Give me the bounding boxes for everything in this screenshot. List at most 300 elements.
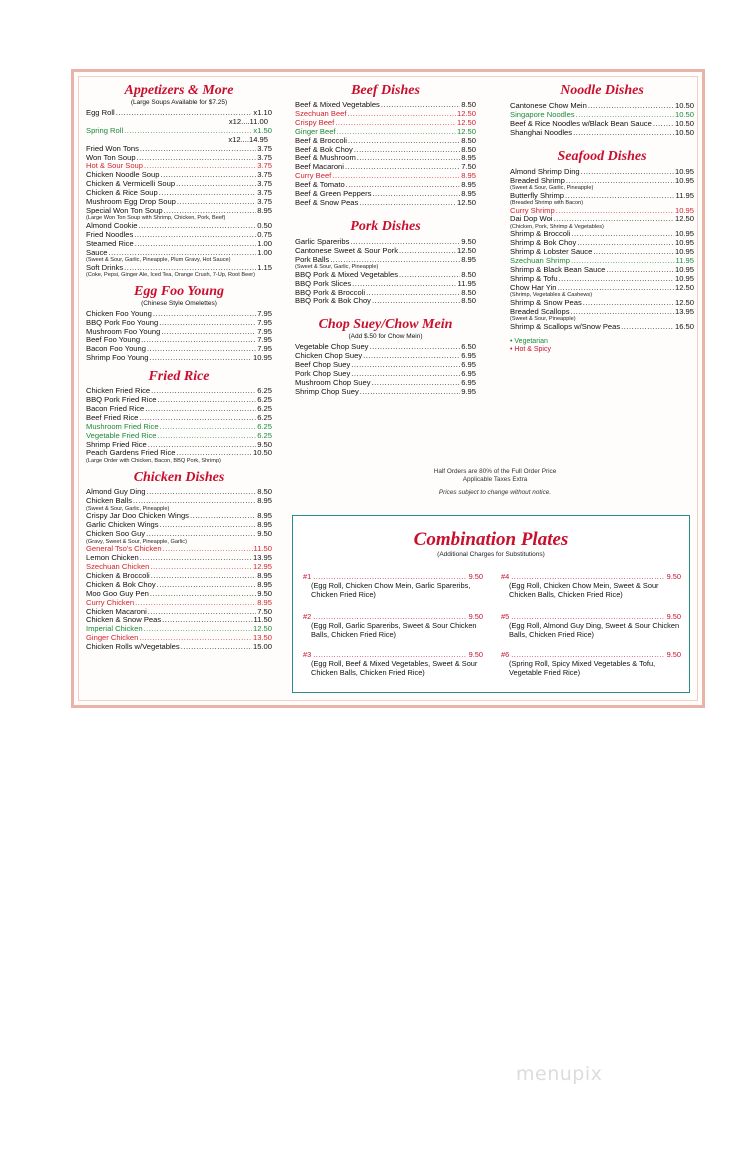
menu-item-price: 8.50 [461, 100, 476, 109]
menu-item-price: 10.50 [252, 448, 272, 458]
menu-item-price: 12.50 [456, 245, 476, 255]
noodle-title: Noodle Dishes [560, 83, 644, 98]
menu-item [86, 643, 272, 652]
dot-leader [556, 207, 674, 216]
menu-item-price: 12.50 [674, 282, 694, 292]
menu-item-name: Shrimp & Bok Choy [510, 238, 577, 248]
menu-item-name: Beef & Broccoli [295, 135, 347, 145]
dot-leader [157, 581, 257, 590]
combo-plate [303, 650, 483, 677]
combo-plate-description: (Egg Roll, Chicken Chow Mein, Garlic Spareribs, Chicken Fried Rice) [311, 581, 471, 599]
menu-item-price: 7.95 [257, 308, 272, 318]
menu-item [295, 199, 476, 208]
menu-item-name: Szechuan Beef [295, 108, 347, 118]
menu-item-price: 8.50 [461, 296, 476, 306]
dot-leader [160, 423, 257, 432]
dot-leader [359, 199, 456, 208]
dot-leader [151, 572, 256, 581]
dot-leader [159, 319, 256, 328]
legend-vegetarian: • Vegetarian [510, 337, 548, 345]
menu-item-price: 10.95 [674, 273, 694, 283]
menu-item [86, 530, 272, 539]
chop-suey-list [295, 343, 476, 396]
menu-item-price: 8.95 [257, 511, 272, 521]
combo-plate [303, 572, 483, 599]
menu-item-name: Shrimp & Broccoli [510, 229, 571, 239]
menu-item-name: Chicken & Snow Peas [86, 615, 162, 625]
appetizers-title: Appetizers & More [124, 83, 234, 98]
menu-item-name: Shrimp & Black Bean Sauce [510, 265, 606, 275]
menu-item-note: (Coke, Pepsi, Ginger Ale, Iced Tea, Orange Crush, 7-Up, Root Beer) [86, 272, 256, 279]
menu-item-price: 10.95 [674, 175, 694, 185]
menu-item-name: Chicken & Broccoli [86, 570, 150, 580]
menu-item-extra-price: x12....11.00 [228, 116, 268, 126]
menu-item-price: 8.95 [461, 180, 476, 190]
menu-item-name: Almond Cookie [86, 220, 138, 230]
menu-item-name: Singapore Noodles [510, 109, 575, 119]
dot-leader [190, 512, 256, 521]
menu-item-price: 7.50 [461, 162, 476, 172]
menu-item [86, 240, 272, 249]
dot-leader [135, 240, 257, 249]
menu-item-price: 11.95 [675, 190, 694, 200]
menu-item-note: (Sweet & Sour, Garlic, Pineapple) [510, 184, 594, 191]
menu-item-price: 12.50 [456, 197, 476, 207]
menu-item-name: Beef Fried Rice [86, 412, 139, 422]
combo-plate-header [501, 612, 681, 621]
combo-plate-number: #1 [303, 572, 312, 581]
menu-item-price: 11.50 [253, 615, 272, 625]
menu-item-price: 9.50 [257, 588, 272, 598]
menu-item-name: Chicken Rolls w/Vegetables [86, 642, 180, 652]
menu-item-name: BBQ Pork & Bok Choy [295, 296, 371, 306]
menu-item-price: 10.95 [674, 247, 694, 257]
menu-item-price: 6.25 [257, 421, 272, 431]
combination-plates-box [292, 515, 690, 693]
menu-item-name: Mushroom Chop Suey [295, 377, 371, 387]
menu-item-name: Crispy Beef [295, 117, 335, 127]
combo-plate-number: #3 [303, 650, 312, 659]
combo-plate [303, 612, 483, 639]
combo-plate-description: (Egg Roll, Chicken Chow Mein, Sweet & Sour Chicken Balls, Chicken Fried Rice) [509, 581, 659, 599]
fried-rice-title: Fried Rice [148, 369, 210, 385]
menu-item-price: 6.25 [257, 430, 272, 440]
menu-item-note: (Shrimp, Vegetables & Cashews) [510, 292, 593, 299]
dot-leader [351, 361, 460, 370]
menu-item-price: 9.50 [257, 439, 272, 449]
menu-item-name: Beef Macaroni [295, 162, 344, 172]
menu-item-name: Almond Guy Ding [86, 487, 146, 497]
egg-foo-young-list [86, 310, 272, 363]
menu-item-name: Mushroom Fried Rice [86, 421, 159, 431]
dot-leader [571, 230, 674, 239]
menu-item-price: 9.95 [461, 386, 476, 396]
menu-item-name: Shrimp & Scallops w/Snow Peas [510, 321, 621, 331]
menu-item-note: (Large Order with Chicken, Bacon, BBQ Pork, Shrimp) [86, 457, 221, 464]
menu-item-price: 6.95 [461, 369, 476, 379]
combo-plate [501, 650, 681, 677]
combo-plate-description: (Spring Roll, Spicy Mixed Vegetables & Tofu, Vegetable Fried Rice) [509, 659, 656, 677]
menu-item-price: 3.75 [257, 188, 272, 198]
dot-leader [399, 271, 460, 280]
menu-item-name: Crispy Jar Doo Chicken Wings [86, 511, 189, 521]
dot-leader [137, 154, 257, 163]
menu-item-price: 6.95 [461, 377, 476, 387]
menu-item-price: 12.95 [252, 562, 272, 571]
dot-leader [146, 530, 256, 539]
menu-item-price: 9.50 [461, 236, 476, 246]
combination-subtitle: (Additional Charges for Substitutions) [437, 551, 545, 558]
menu-item-name: Special Won Ton Soup [86, 205, 163, 215]
dot-leader [177, 198, 256, 207]
menu-item-price: 8.95 [257, 597, 272, 607]
dot-leader [144, 162, 256, 171]
menu-item [86, 354, 272, 363]
dot-leader [653, 120, 674, 129]
menu-item-price: 10.95 [252, 353, 272, 363]
dot-leader [372, 297, 460, 306]
menu-item-price: 6.25 [257, 386, 272, 396]
menu-item-price: 8.95 [461, 171, 476, 181]
menu-item-name: Vegetable Chop Suey [295, 342, 369, 352]
menu-item-price: 12.50 [456, 126, 476, 136]
combo-plate-number: #2 [303, 612, 312, 621]
dot-leader [511, 612, 664, 621]
menu-item-name: Ginger Chicken [86, 633, 139, 643]
menu-item-name: Chicken & Vermicelli Soup [86, 179, 176, 189]
menu-item-name: Fried Won Tons [86, 143, 139, 153]
combo-plate-price: 9.50 [468, 650, 483, 659]
menu-item [510, 129, 694, 138]
menu-item-name: Shrimp Foo Young [86, 353, 149, 363]
menu-item [86, 497, 272, 506]
menu-item-name: Dai Dop Woi [510, 214, 553, 224]
dot-leader [363, 352, 460, 361]
dot-leader [337, 128, 456, 137]
dot-leader [360, 388, 460, 397]
combo-plate-price: 9.50 [666, 650, 681, 659]
menu-item-name: Chicken Foo Young [86, 308, 152, 318]
dot-leader [348, 110, 456, 119]
menu-item-price: 3.75 [257, 143, 272, 153]
menu-item-price: 8.95 [257, 496, 272, 506]
menu-item-name: Shrimp Chop Suey [295, 386, 359, 396]
menu-item-name: Mushroom Egg Drop Soup [86, 197, 176, 207]
menu-item-name: Bacon Fried Rice [86, 403, 145, 413]
menu-item-name: Shrimp Fried Rice [86, 439, 147, 449]
menu-item-name: Ginger Beef [295, 126, 336, 136]
menu-item-price: 10.50 [674, 101, 694, 110]
dot-leader [313, 572, 466, 581]
menu-item-price: 13.50 [252, 633, 272, 643]
combo-plate-number: #4 [501, 572, 510, 581]
menu-item-name: Shrimp & Tofu [510, 273, 558, 283]
chicken-list [86, 488, 272, 652]
dot-leader [357, 154, 460, 163]
dot-leader [511, 572, 664, 581]
taxes-note: Applicable Taxes Extra [462, 476, 528, 483]
menu-item-price: 3.75 [257, 179, 272, 189]
menu-item-name: Cantonese Sweet & Sour Pork [295, 245, 398, 255]
menu-item-name: Won Ton Soup [86, 152, 136, 162]
menu-item-price: 1.15 [257, 262, 272, 272]
menu-item [510, 323, 694, 332]
menu-item-price: 12.50 [252, 624, 272, 634]
menu-item-price: 10.50 [674, 118, 694, 128]
dot-leader [141, 336, 256, 345]
dot-leader [158, 432, 257, 441]
menu-item-name: Breaded Scallops [510, 306, 570, 316]
menu-item-price: 16.50 [674, 321, 694, 331]
dot-leader [372, 190, 460, 199]
menu-item-note: (Sweet & Sour, Garlic, Pineapple) [295, 264, 379, 271]
dot-leader [151, 387, 256, 396]
menu-item-price: 10.50 [674, 127, 694, 137]
menu-item-note: (Large Won Ton Soup with Shrimp, Chicken, Pork, Beef) [86, 215, 226, 222]
menu-item [295, 297, 476, 306]
dot-leader [313, 612, 466, 621]
menu-item-name: Breaded Shrimp [510, 175, 565, 185]
menu-item-name: Curry Chicken [86, 597, 135, 607]
menu-item-name: Chicken Fried Rice [86, 386, 151, 396]
legend [510, 338, 694, 355]
menu-item-price: 12.50 [674, 214, 694, 224]
menu-item-price: 6.25 [257, 403, 272, 413]
dot-leader [163, 545, 253, 554]
menu-item-price: 6.95 [461, 351, 476, 361]
dot-leader [588, 102, 674, 111]
dot-leader [150, 563, 252, 572]
menu-item-note: (Breaded Shrimp with Bacon) [510, 199, 584, 206]
column-middle [295, 82, 476, 397]
dot-leader [593, 248, 674, 257]
menu-item-price: 8.95 [461, 153, 476, 163]
dot-leader [133, 497, 256, 506]
dot-leader [348, 137, 460, 146]
pork-title: Pork Dishes [350, 218, 421, 234]
menu-item-note: (Gravy, Sweet & Sour, Pineapple, Garlic) [86, 538, 187, 545]
menu-item-name: Chow Har Yin [510, 282, 557, 292]
menu-item-name: Beef & Mixed Vegetables [295, 100, 380, 109]
menu-item-price: 7.95 [257, 317, 272, 327]
menu-item-name: Szechuan Chicken [86, 562, 150, 571]
menu-item-price: 15.00 [252, 642, 272, 652]
dot-leader [147, 488, 257, 497]
menu-item-name: Chicken & Bok Choy [86, 579, 156, 589]
menu-item-name: Chicken Macaroni [86, 606, 147, 616]
menu-item-price: 7.95 [257, 344, 272, 354]
menu-item-name: Peach Gardens Fried Rice [86, 448, 176, 458]
menu-item-name: Chicken Balls [86, 496, 133, 506]
half-orders-note: Half Orders are 80% of the Full Order Price [433, 468, 557, 475]
combo-plate-price: 9.50 [468, 572, 483, 581]
dot-leader [140, 145, 256, 154]
dot-leader [150, 590, 256, 599]
egg-foo-young-subtitle: (Chinese Style Omelettes) [141, 299, 217, 307]
menu-item-name: Chicken Noodle Soup [86, 170, 160, 180]
menu-item-price: 8.50 [461, 144, 476, 154]
menu-item-price: 10.95 [674, 238, 694, 248]
menu-item-price: 0.50 [257, 220, 272, 230]
chop-suey-subtitle: (Add $.50 for Chow Mein) [348, 333, 423, 341]
dot-leader [621, 323, 674, 332]
menu-item-name: Vegetable Fried Rice [86, 430, 157, 440]
combo-plate-header [303, 650, 483, 659]
combo-plate-price: 9.50 [666, 572, 681, 581]
menu-item-price: x1.10 [253, 108, 272, 117]
menu-item-name: Pork Chop Suey [295, 369, 351, 379]
menu-item-name: Beef & Green Peppers [295, 189, 372, 199]
menu-item-name: Szechuan Shrimp [510, 256, 570, 266]
combination-title: Combination Plates [413, 529, 569, 550]
dot-leader [581, 168, 674, 177]
menu-item-name: Chicken Soo Guy [86, 529, 146, 539]
dot-leader [583, 299, 674, 308]
combo-plate-description: (Egg Roll, Almond Guy Ding, Sweet & Sour Chicken Balls, Chicken Fried Rice) [509, 621, 680, 639]
menu-item-name: Butterfly Shrimp [510, 190, 565, 200]
menu-item-price: 12.50 [674, 297, 694, 307]
dot-leader [149, 354, 252, 363]
noodle-list [510, 102, 694, 138]
menu-item-name: BBQ Pork Slices [295, 278, 352, 288]
menu-item-price: 11.95 [675, 256, 694, 266]
dot-leader [381, 101, 460, 110]
dot-leader [162, 616, 252, 625]
menu-item-price: 12.50 [456, 117, 476, 127]
combo-plate-header [501, 650, 681, 659]
menu-item-price: 1.00 [257, 238, 272, 248]
menu-item-price: 10.95 [674, 205, 694, 215]
column-right [510, 82, 694, 355]
seafood-list [510, 168, 694, 332]
dot-leader [573, 129, 674, 138]
dot-leader [161, 328, 256, 337]
dot-leader [399, 247, 456, 256]
dot-leader [369, 343, 460, 352]
menu-item-name: Bacon Foo Young [86, 344, 146, 354]
menu-item-price: 1.00 [257, 247, 272, 257]
prices-note: Prices subject to change without notice. [438, 489, 552, 496]
menu-item-name: Beef & Mushroom [295, 153, 356, 163]
combo-plate-header [303, 612, 483, 621]
menu-item-price: 11.95 [457, 278, 476, 288]
menu-item-name: Shanghai Noodles [510, 127, 573, 137]
appetizers-subtitle: (Large Soups Available for $7.25) [130, 99, 228, 106]
menu-item-name: Mushroom Foo Young [86, 326, 161, 336]
dot-leader [157, 396, 256, 405]
dot-leader [335, 119, 456, 128]
combo-plate-header [303, 572, 483, 581]
dot-leader [148, 608, 256, 617]
dot-leader [511, 650, 664, 659]
dot-leader [145, 405, 256, 414]
menu-item-price: 8.95 [257, 205, 272, 215]
menu-item-price: 6.50 [461, 342, 476, 352]
seafood-title: Seafood Dishes [557, 148, 647, 164]
menu-item-name: Moo Goo Guy Pen [86, 588, 149, 598]
menu-item-name: Curry Beef [295, 171, 332, 181]
menu-item-name: Almond Shrimp Ding [510, 166, 580, 176]
egg-foo-young-title: Egg Foo Young [134, 283, 224, 299]
menu-item-price: 8.95 [257, 520, 272, 530]
menu-item-price: 8.95 [461, 189, 476, 199]
menu-item-price: 8.50 [461, 135, 476, 145]
menu-item-name: Cantonese Chow Mein [510, 101, 587, 110]
menu-item-note: (Chicken, Pork, Shrimp & Vegetables) [510, 223, 604, 230]
menu-item-name: BBQ Pork & Broccoli [295, 287, 366, 297]
beef-title: Beef Dishes [351, 83, 420, 98]
dot-leader [134, 231, 256, 240]
menu-item-name: BBQ Pork & Mixed Vegetables [295, 269, 398, 279]
column-left [86, 82, 272, 652]
dot-leader [140, 554, 252, 563]
menu-item-price: 8.50 [461, 287, 476, 297]
combo-plate-number: #5 [501, 612, 510, 621]
menu-item-price: 11.50 [253, 544, 272, 554]
combo-plate-description: (Egg Roll, Garlic Spareribs, Sweet & Sour Chicken Balls, Chicken Fried Rice) [311, 621, 477, 639]
dot-leader [139, 222, 257, 231]
menu-item-price: 8.95 [461, 254, 476, 264]
menu-item-price: 9.50 [257, 529, 272, 539]
combo-plate-description: (Egg Roll, Beef & Mixed Vegetables, Sweet & Sour Chicken Balls, Chicken Fried Rice) [311, 659, 478, 677]
legend-spicy: • Hot & Spicy [510, 346, 551, 354]
combo-plate [501, 612, 681, 639]
menu-item-name: Hot & Sour Soup [86, 161, 143, 171]
menu-item-name: Beef Foo Young [86, 335, 141, 345]
dot-leader [181, 643, 252, 652]
menu-item-price: 7.95 [257, 335, 272, 345]
menu-item-price: 7.95 [257, 326, 272, 336]
dot-leader [606, 266, 674, 275]
menu-item-price: 3.75 [257, 170, 272, 180]
menu-item-price: 8.95 [257, 570, 272, 580]
combo-plate-price: 9.50 [666, 612, 681, 621]
menu-item-name: General Tso's Chicken [86, 544, 162, 554]
combo-plate-number: #6 [501, 650, 510, 659]
menu-item-name: Lemon Chicken [86, 553, 139, 563]
dot-leader [332, 172, 460, 181]
menu-item-price: 3.75 [257, 152, 272, 162]
menu-item-price: 13.95 [674, 306, 694, 316]
menu-item-price: 0.75 [257, 229, 272, 239]
menu-item-name: Beef & Bok Choy [295, 144, 353, 154]
chicken-title: Chicken Dishes [133, 470, 225, 486]
dot-leader [144, 625, 252, 634]
dot-leader [372, 379, 461, 388]
menu-item-price: 12.50 [456, 108, 476, 118]
dot-leader [160, 521, 257, 530]
menu-item-price: 8.50 [461, 269, 476, 279]
combo-plate-header [501, 572, 681, 581]
dot-leader [345, 163, 460, 172]
dot-leader [354, 146, 460, 155]
dot-leader [147, 345, 256, 354]
dot-leader [135, 599, 256, 608]
menu-item-name: Chicken Chop Suey [295, 351, 363, 361]
menu-item-name: Spring Roll [86, 125, 124, 135]
menu-item-name: Curry Shrimp [510, 205, 555, 215]
menu-item-price: 10.95 [674, 229, 694, 239]
menu-item-name: Steamed Rice [86, 238, 134, 248]
menu-item-name: Fried Noodles [86, 229, 134, 239]
dot-leader [176, 180, 256, 189]
menupix-watermark: menupix [516, 1063, 603, 1085]
beef-list [295, 101, 476, 208]
fried-rice-list [86, 387, 272, 464]
dot-leader [366, 289, 460, 298]
menu-item-price: 6.25 [257, 412, 272, 422]
menu-item-name: Beef & Tomato [295, 180, 345, 190]
